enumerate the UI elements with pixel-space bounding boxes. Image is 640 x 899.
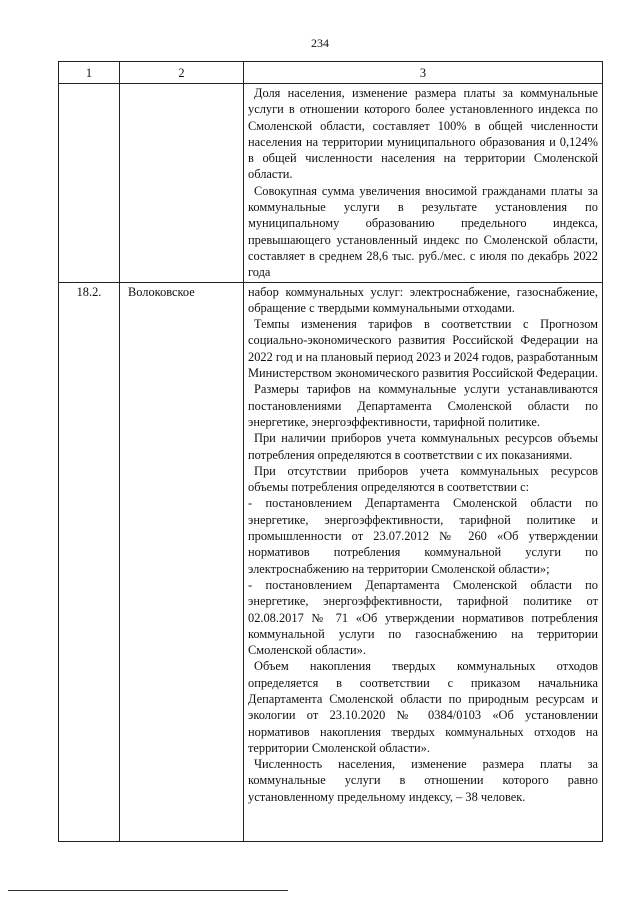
header-cell-2: 2 xyxy=(120,62,244,84)
municipality-name: Волоковское xyxy=(128,284,195,299)
paragraph: Численность населения, изменение размера платы за коммунальные услуги в отношении которого равно установленному предельному индексу, – 38 человек. xyxy=(248,757,598,804)
paragraph: - постановлением Департамента Смоленской области по энергетике, энергоэффективности, тарифной политике от 02.08.2017 № 71 «Об утверждении нормативов потребления коммунальной услуги по газоснабжению на территории Смоленской области». xyxy=(248,577,598,658)
paragraph: - постановлением Департамента Смоленской области по энергетике, энергоэффективности, тарифной политике и промышленности от 23.07.2012 № 260 «Об утверждении нормативов потребления коммунальной услуги по электроснабжению на территории Смоленской области»; xyxy=(248,496,598,576)
paragraph: Объем накопления твердых коммунальных отходов определяется в соответствии с приказом начальника Департамента Смоленской области по природным ресурсам и экологии от 23.10.2020 № 0384/0103 «Об установлении нормативов накопления твердых коммунальных отходов на территории Смоленской области». xyxy=(248,659,598,755)
table-row-18-2 xyxy=(59,282,603,841)
paragraph: Темпы изменения тарифов в соответствии с Прогнозом социально-экономического развития Российской Федерации на 2022 год и на плановый период 2023 и 2024 годов, разработанным Министерством экономического развития Российской Федерации. xyxy=(248,317,598,381)
paragraph: Доля населения, изменение размера платы за коммунальные услуги в отношении которого более установленного индекса по Смоленской области, составляет 100% в общей численности населения на территории муниципального образования и 0,124% в общей численности населения на территории Смоленской области. xyxy=(248,86,598,182)
row-text-cell xyxy=(244,282,603,841)
paragraph: набор коммунальных услуг: электроснабжение, газоснабжение, обращение с твердыми коммунальными отходами. xyxy=(248,284,598,315)
header-cell-1: 1 xyxy=(59,62,120,84)
paragraph: При отсутствии приборов учета коммунальных ресурсов объемы потребления определяются в соответствии с: xyxy=(248,463,598,495)
document-table xyxy=(58,61,603,842)
paragraph: При наличии приборов учета коммунальных ресурсов объемы потребления определяются в соответствии с их показаниями. xyxy=(248,431,598,462)
footer-rule xyxy=(8,890,288,891)
continuation-number-cell xyxy=(59,84,120,283)
table-header-row xyxy=(59,62,603,84)
municipality-name-cell xyxy=(120,282,244,841)
continuation-name-cell xyxy=(120,84,244,283)
paragraph: Размеры тарифов на коммунальные услуги устанавливаются постановлениями Департамента Смоленской области по энергетике, энергоэффективности, тарифной политике. xyxy=(248,382,598,429)
page-number: 234 xyxy=(311,36,329,50)
header-cell-3: 3 xyxy=(244,62,603,84)
continuation-text-cell xyxy=(244,84,603,283)
table-row-continuation xyxy=(59,84,603,283)
row-number-cell: 18.2. xyxy=(59,282,120,841)
paragraph: Совокупная сумма увеличения вносимой гражданами платы за коммунальные услуги в результате установления по муниципальному образованию предельного индекса, превышающего установленный индекс по Смоленской области, составляет в среднем 28,6 тыс. руб./мес. с июля по декабрь 2022 года xyxy=(248,183,598,280)
